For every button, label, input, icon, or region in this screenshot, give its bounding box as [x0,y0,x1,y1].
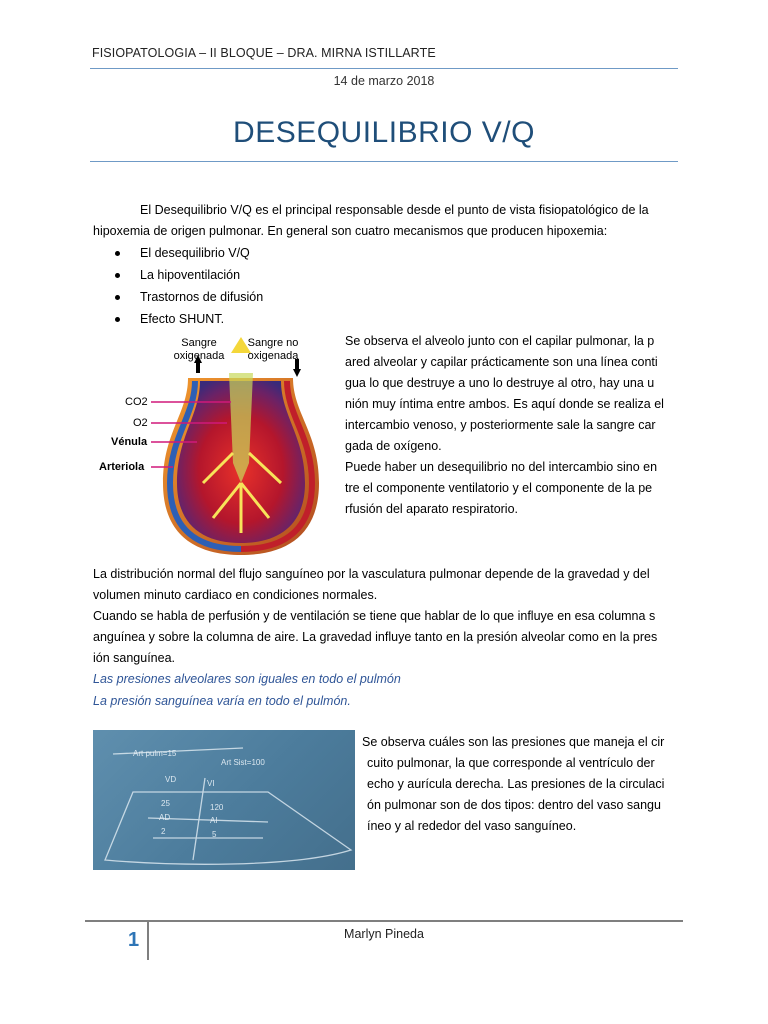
label-120: 120 [210,803,224,812]
bullet-item [140,287,263,308]
bullet-dot-icon [115,273,120,278]
body-line: anguínea y sobre la columna de aire. La gravedad influye tanto en la presión alveolar como en la pres [93,630,658,644]
label-sangre-oxigenada: oxigenada [173,350,225,362]
body-line: Cuando se habla de perfusión y de ventilación se tiene que hablar de lo que influye en esa columna s [93,609,656,623]
bullet-label: Trastornos de difusión [140,290,264,304]
fig1-text-line: gada de oxígeno. [345,439,442,453]
italic-statement: La presión sanguínea varía en todo el pulmón. [93,694,351,708]
pressures-photo [93,730,355,870]
bullet-item [140,309,224,330]
fig1-text-line: nión muy íntima entre ambos. Es aquí donde se realiza el [345,397,664,411]
alveolus-capillary-figure [93,333,341,561]
fig1-text-line: Se observa el alveolo junto con el capilar pulmonar, la p [345,334,655,348]
intro-line: El Desequilibrio V/Q es el principal responsable desde el punto de vista fisiopatológico de la [140,203,649,217]
body-line: volumen minuto cardiaco en condiciones normales. [93,588,378,602]
document-header: FISIOPATOLOGIA – II BLOQUE – DRA. MIRNA ISTILLARTE [92,46,436,60]
bullet-label: El desequilibrio V/Q [140,246,250,260]
label-sangre-oxigenada: Sangre [181,337,217,349]
label-2: 2 [161,827,166,836]
title-rule [90,161,678,162]
intro-line: hipoxemia de origen pulmonar. En general son cuatro mecanismos que producen hipoxemia: [93,224,608,238]
document-date: 14 de marzo 2018 [333,74,435,88]
label-ai: AI [210,816,218,825]
bullet-dot-icon [115,317,120,322]
header-rule [90,68,678,69]
bullet-label: Efecto SHUNT. [140,312,225,326]
fig1-text-line: rfusión del aparato respiratorio. [345,502,519,516]
page-number: 1 [128,929,140,951]
label-ad: AD [159,813,171,822]
bullet-item [140,265,240,286]
pressures-sketch [93,730,355,870]
fig2-text-line: echo y aurícula derecha. Las presiones de la circulaci [367,777,665,791]
bullet-item [140,243,250,264]
italic-statement: Las presiones alveolares son iguales en todo el pulmón [93,672,401,686]
label-sangre-no-oxigenada: Sangre no [247,337,299,349]
arrow-down-icon [293,369,301,377]
fig1-text-line: intercambio venoso, y posteriormente sale la sangre car [345,418,656,432]
footer-author: Marlyn Pineda [344,927,424,941]
label-arteriola: Arteriola [99,461,145,473]
fig1-text-line: Puede haber un desequilibrio no del intercambio sino en [345,460,658,474]
fig1-text-line: gua lo que destruye a uno lo destruye al otro, hay una u [345,376,655,390]
body-line: La distribución normal del flujo sanguíneo por la vasculatura pulmonar depende de la gravedad y del [93,567,650,581]
fig2-text-line: ón pulmonar son de dos tipos: dentro del vaso sangu [367,798,661,812]
label-vd: VD [165,775,177,784]
bullet-label: La hipoventilación [140,268,241,282]
fig2-text-line: Se observa cuáles son las presiones que maneja el cir [362,735,665,749]
label-o2: O2 [133,417,148,429]
bullet-dot-icon [115,251,120,256]
label-art-sist: Art Sist=100 [221,758,265,767]
label-25: 25 [161,799,170,808]
label-sangre-no-oxigenada: oxigenada [247,350,299,362]
page-title: DESEQUILIBRIO V/Q [233,116,535,149]
bullet-dot-icon [115,295,120,300]
footer-rule [85,920,683,922]
label-art-pulm: Art pulm=15 [133,749,177,758]
label-vi: VI [207,779,215,788]
fig1-text-line: ared alveolar y capilar prácticamente son una línea conti [345,355,658,369]
body-line: ión sanguínea. [93,651,176,665]
fig2-text-line: íneo y al rededor del vaso sanguíneo. [367,819,577,833]
fig2-text-line: cuito pulmonar, la que corresponde al ventrículo der [367,756,655,770]
label-5: 5 [212,830,217,839]
label-co2: CO2 [125,396,148,408]
label-venula: Vénula [111,436,148,448]
fig1-text-line: tre el componente ventilatorio y el componente de la pe [345,481,653,495]
